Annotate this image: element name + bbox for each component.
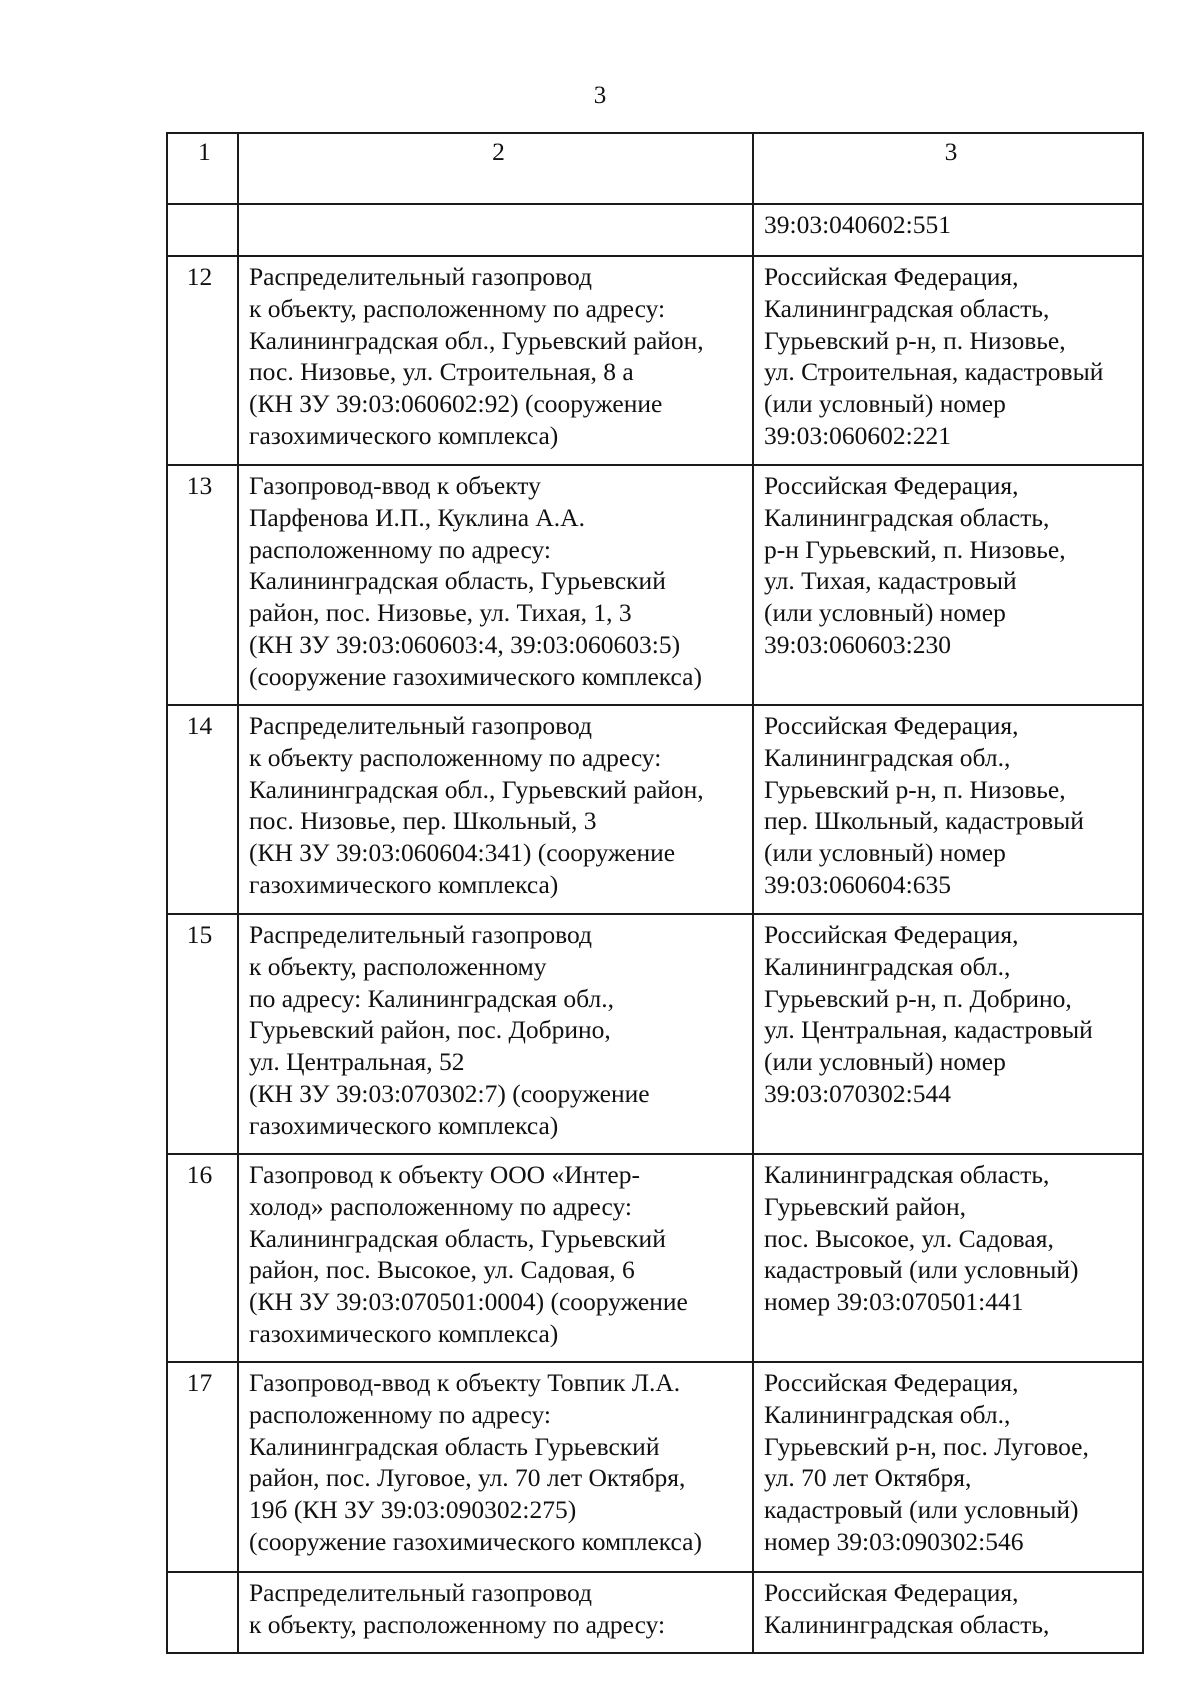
text-line: пер. Школьный, кадастровый: [764, 806, 1084, 836]
text-line: 39:03:040602:551: [764, 210, 952, 239]
text-line: Калининградская область, Гурьевский: [249, 1223, 666, 1253]
row-number-cell: 12: [167, 256, 238, 465]
table-row: [167, 914, 1143, 1154]
page-number: 3: [593, 82, 607, 109]
text-line: пос. Низовье, пер. Школьный, 3: [249, 806, 597, 836]
location-cell: [753, 1154, 1143, 1362]
object-description-cell: [238, 465, 753, 705]
location-cell: [753, 204, 1143, 256]
text-line: Калининградская обл., Гурьевский район,: [249, 774, 704, 804]
text-line: (КН ЗУ 39:03:070302:7) (сооружение: [249, 1078, 650, 1108]
object-description-cell: [238, 1572, 753, 1653]
text-line: Российская Федерация,: [764, 262, 1019, 291]
row-number-cell: 13: [167, 465, 238, 705]
text-line: Калининградская область,: [764, 502, 1050, 532]
text-line: газохимического комплекса): [249, 420, 559, 450]
text-line: Парфенова И.П., Куклина А.А.: [249, 502, 585, 532]
text-line: Распределительный газопровод: [249, 262, 592, 291]
location-cell: [753, 1362, 1143, 1572]
text-line: Газопровод-ввод к объекту: [249, 471, 541, 500]
location-cell: [753, 1572, 1143, 1653]
text-line: к объекту, расположенному по адресу:: [249, 293, 666, 323]
text-line: р-н Гурьевский, п. Низовье,: [764, 534, 1066, 564]
table-row: [167, 705, 1143, 914]
location-cell: [753, 256, 1143, 465]
text-line: расположенному по адресу:: [249, 1399, 551, 1429]
text-line: пос. Высокое, ул. Садовая,: [764, 1223, 1054, 1253]
text-line: 19б (КН ЗУ 39:03:090302:275): [249, 1495, 577, 1525]
text-line: Калининградская обл.,: [764, 1399, 1011, 1429]
text-line: (или условный) номер: [764, 389, 1006, 419]
text-line: район, пос. Низовье, ул. Тихая, 1, 3: [249, 598, 632, 628]
row-number-cell: 16: [167, 1154, 238, 1362]
text-line: номер 39:03:090302:546: [764, 1526, 1024, 1556]
text-line: Калининградская область,: [764, 293, 1050, 323]
text-line: ул. Центральная, 52: [249, 1047, 465, 1077]
object-description-cell: [238, 1154, 753, 1362]
text-line: Гурьевский р-н, п. Добрино,: [764, 983, 1072, 1013]
text-line: район, пос. Высокое, ул. Садовая, 6: [249, 1255, 635, 1285]
text-line: (КН ЗУ 39:03:070501:0004) (сооружение: [249, 1287, 688, 1317]
text-line: Гурьевский район,: [764, 1191, 966, 1221]
header-cell-object: 2: [238, 133, 753, 204]
text-line: Калининградская область,: [764, 1609, 1050, 1639]
text-line: к объекту, расположенному по адресу:: [249, 1609, 666, 1639]
text-line: пос. Низовье, ул. Строительная, 8 а: [249, 357, 634, 387]
text-line: Распределительный газопровод: [249, 920, 592, 949]
text-line: кадастровый (или условный): [764, 1495, 1079, 1525]
text-line: ул. Строительная, кадастровый: [764, 357, 1104, 387]
text-line: расположенному по адресу:: [249, 534, 551, 564]
text-line: газохимического комплекса): [249, 1110, 559, 1140]
text-line: 39:03:060604:635: [764, 869, 952, 899]
text-line: (КН ЗУ 39:03:060604:341) (сооружение: [249, 838, 676, 868]
location-cell: [753, 914, 1143, 1154]
text-line: Российская Федерация,: [764, 711, 1019, 740]
text-line: холод» расположенному по адресу:: [249, 1191, 632, 1221]
text-line: ул. Тихая, кадастровый: [764, 566, 1017, 596]
text-line: район, пос. Луговое, ул. 70 лет Октября,: [249, 1463, 686, 1493]
text-line: к объекту, расположенному: [249, 951, 547, 981]
text-line: (сооружение газохимического комплекса): [249, 1526, 702, 1556]
text-line: кадастровый (или условный): [764, 1255, 1079, 1285]
row-number-cell: [167, 1572, 238, 1653]
text-line: Калининградская обл.,: [764, 951, 1011, 981]
text-line: Гурьевский р-н, пос. Луговое,: [764, 1431, 1089, 1461]
text-line: Российская Федерация,: [764, 920, 1019, 949]
text-line: Распределительный газопровод: [249, 1578, 592, 1607]
text-line: 39:03:060602:221: [764, 420, 952, 450]
text-line: (КН ЗУ 39:03:060602:92) (сооружение: [249, 389, 663, 419]
header-cell-number: 1: [167, 133, 238, 204]
text-line: (или условный) номер: [764, 838, 1006, 868]
table-row: [167, 256, 1143, 465]
location-cell: [753, 705, 1143, 914]
text-line: Калининградская область Гурьевский: [249, 1431, 660, 1461]
text-line: (сооружение газохимического комплекса): [249, 661, 702, 691]
row-number-cell: 14: [167, 705, 238, 914]
text-line: Российская Федерация,: [764, 471, 1019, 500]
text-line: (или условный) номер: [764, 598, 1006, 628]
text-line: газохимического комплекса): [249, 1318, 559, 1348]
table-row: [167, 465, 1143, 705]
text-line: Калининградская обл., Гурьевский район,: [249, 325, 704, 355]
text-line: 39:03:060603:230: [764, 629, 952, 659]
text-line: Гурьевский район, пос. Добрино,: [249, 1015, 611, 1045]
text-line: Гурьевский р-н, п. Низовье,: [764, 325, 1066, 355]
text-line: к объекту расположенному по адресу:: [249, 742, 662, 772]
text-line: ул. Центральная, кадастровый: [764, 1015, 1093, 1045]
row-number-cell: 15: [167, 914, 238, 1154]
text-line: Газопровод-ввод к объекту Товпик Л.А.: [249, 1368, 681, 1397]
object-description-cell: [238, 705, 753, 914]
text-line: Гурьевский р-н, п. Низовье,: [764, 774, 1066, 804]
header-cell-location: 3: [753, 133, 1143, 204]
row-number-cell: 17: [167, 1362, 238, 1572]
text-line: по адресу: Калининградская обл.,: [249, 983, 614, 1013]
table-row: [167, 204, 1143, 256]
table-header-row: [167, 133, 1143, 204]
text-line: газохимического комплекса): [249, 869, 559, 899]
text-line: 39:03:070302:544: [764, 1078, 952, 1108]
text-line: ул. 70 лет Октября,: [764, 1463, 972, 1493]
text-line: (КН ЗУ 39:03:060603:4, 39:03:060603:5): [249, 629, 681, 659]
text-line: Российская Федерация,: [764, 1368, 1019, 1397]
object-description-cell: [238, 256, 753, 465]
location-cell: [753, 465, 1143, 705]
text-line: Калининградская область, Гурьевский: [249, 566, 666, 596]
text-line: Российская Федерация,: [764, 1578, 1019, 1607]
object-description-cell: [238, 1362, 753, 1572]
object-description-cell: [238, 914, 753, 1154]
text-line: Газопровод к объекту ООО «Интер-: [249, 1160, 640, 1189]
text-line: Распределительный газопровод: [249, 711, 592, 740]
table-row: [167, 1572, 1143, 1653]
table-row: [167, 1154, 1143, 1362]
text-line: Калининградская обл.,: [764, 742, 1011, 772]
text-line: Калининградская область,: [764, 1160, 1050, 1189]
table-row: [167, 1362, 1143, 1572]
objects-table: [166, 132, 1144, 1654]
row-number-cell: [167, 204, 238, 256]
text-line: (или условный) номер: [764, 1047, 1006, 1077]
text-line: номер 39:03:070501:441: [764, 1287, 1024, 1317]
object-description-cell: [238, 204, 753, 256]
